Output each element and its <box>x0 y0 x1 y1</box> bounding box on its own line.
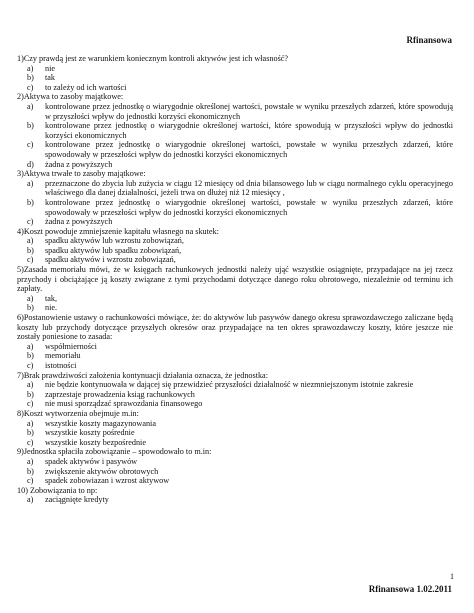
option-text: spadku aktywów lub spadku zobowiązań, <box>45 245 182 255</box>
option-label: c) <box>27 82 34 92</box>
answer-option <box>17 476 453 486</box>
answer-option <box>17 351 453 361</box>
option-text: to zależy od ich wartości <box>45 82 127 92</box>
option-label: a) <box>27 418 34 428</box>
option-text: nie <box>45 63 56 73</box>
option-label: c) <box>27 140 34 150</box>
answer-option <box>17 342 453 352</box>
option-text: spadku aktywów lub wzrostu zobowiązań, <box>45 236 184 246</box>
option-text: wszystkie koszty pośrednie <box>45 428 135 438</box>
answer-option <box>17 121 453 140</box>
option-text: wszystkie koszty magazynowania <box>45 418 156 428</box>
answer-option <box>17 255 453 265</box>
option-label: b) <box>27 466 34 476</box>
question-text: 6)Postanowienie ustawy o rachunkowości mówiące, że: do aktywów lub pasywów danego okresu sprawozdawczego zaliczane będą koszty lub przychody dotyczące przyszłych okresów oraz przypadające na ten okres sprawozdawczy koszty, które jeszcze nie zostały poniesione to zasada: <box>17 313 453 342</box>
answer-option <box>17 457 453 467</box>
answer-option <box>17 390 453 400</box>
option-text: nie musi sporządzać sprawozdania finansowego <box>45 399 203 409</box>
option-label: b) <box>27 73 34 83</box>
option-label: a) <box>27 178 34 188</box>
answer-option <box>17 303 453 313</box>
question-list <box>17 54 453 505</box>
option-label: c) <box>27 217 34 227</box>
option-text: współmierności <box>45 341 97 351</box>
answer-option <box>17 64 453 74</box>
question-text: 2)Aktywa to zasoby majątkowe: <box>17 92 124 102</box>
option-label: b) <box>27 303 34 313</box>
answer-option <box>17 428 453 438</box>
document-header-title: Rfinansowa <box>406 35 452 45</box>
option-label: b) <box>27 351 34 361</box>
option-label: c) <box>27 255 34 265</box>
answer-option <box>17 83 453 93</box>
footer-title: Rfinansowa 1.02.2011 <box>368 584 452 594</box>
answer-option <box>17 73 453 83</box>
option-label: a) <box>27 456 34 466</box>
question-text: 5)Zasada memoriału mówi, że w księgach rachunkowych jednostki należy ująć wszystkie osiągnięte, przypadające na jej rzecz przychody i obciążające ją koszty związane z tymi przychodami dotyczące danego roku obrotowego, niezależnie od terminu ich zapłaty. <box>17 265 453 294</box>
question-text: 7)Brak prawdziwości założenia kontynuacji działania oznacza, że jednostka: <box>17 370 268 380</box>
answer-option <box>17 467 453 477</box>
option-text: spadku aktywów i wzrostu zobowiązań, <box>45 255 176 265</box>
answer-option <box>17 217 453 227</box>
option-text: spadek aktywów i pasywów <box>45 456 138 466</box>
option-text: nie. <box>45 303 58 313</box>
option-text: zwiększenie aktywów obrotowych <box>45 466 159 476</box>
option-label: c) <box>27 437 34 447</box>
option-label: a) <box>27 380 34 390</box>
option-label: b) <box>27 389 34 399</box>
option-label: a) <box>27 236 34 246</box>
option-label: a) <box>27 63 34 73</box>
option-text: przeznaczone do zbycia lub zużycia w ciągu 12 miesięcy od dnia bilansowego lub w ciągu normalnego cyklu operacyjnego właściwego dla danej działalności, jeżeli trwa on dłużej niż 12 miesięcy , <box>45 178 453 198</box>
answer-option <box>17 246 453 256</box>
option-label: a) <box>27 495 34 505</box>
question-text: 9)Jednostka spłaciła zobowiązanie – spowodowało to m.in: <box>17 447 212 457</box>
answer-option <box>17 495 453 505</box>
answer-option <box>17 236 453 246</box>
answer-option <box>17 198 453 217</box>
answer-option <box>17 438 453 448</box>
option-text: kontrolowane przez jednostkę o wiarygodnie określonej wartości, powstałe w wyniku przeszłych zdarzeń, które spowodują w przyszłości wpływ do jednostki korzyści ekonomicznych <box>45 101 453 121</box>
answer-option <box>17 179 453 198</box>
answer-option <box>17 399 453 409</box>
option-label: a) <box>27 101 34 111</box>
option-label: d) <box>27 159 34 169</box>
answer-option <box>17 380 453 390</box>
question-text: 1)Czy prawdą jest ze warunkiem koniecznym kontroli aktywów jest ich własność? <box>17 54 289 63</box>
option-text: kontrolowane przez jednostkę o wiarygodnie określonej wartości, które spowodują w przyszłości wpływ do jednostki korzyści ekonomicznych <box>45 121 453 140</box>
option-label: c) <box>27 399 34 409</box>
option-text: zaciągnięte kredyty <box>45 495 109 505</box>
question-text: 8)Koszt wytworzenia obejmuje m.in: <box>17 408 139 418</box>
answer-option <box>17 160 453 170</box>
option-text: żadna z powyższych <box>45 159 113 169</box>
option-text: nie będzie kontynuowała w dającej się przewidzieć przyszłości działalność w niezmniejszonym istotnie zakresie <box>45 380 414 390</box>
option-text: memoriału <box>45 351 81 361</box>
option-text: istotności <box>45 361 77 370</box>
answer-option <box>17 294 453 304</box>
option-label: a) <box>27 293 34 303</box>
option-text: zaprzestaje prowadzenia ksiąg rachunkowych <box>45 389 195 399</box>
option-text: spadek zobowiazan i wzrost aktywow <box>45 476 170 486</box>
option-text: wszystkie koszty bezpośrednie <box>45 437 146 447</box>
option-label: c) <box>27 361 34 370</box>
question-text: 3)Aktywa trwałe to zasoby majątkowe: <box>17 169 146 179</box>
option-label: b) <box>27 428 34 438</box>
question-text: 4)Koszt powoduje zmniejszenie kapitału własnego na skutek: <box>17 226 219 236</box>
answer-option <box>17 361 453 371</box>
option-label: c) <box>27 476 34 486</box>
option-label: a) <box>27 341 34 351</box>
answer-option <box>17 102 453 121</box>
answer-option <box>17 140 453 159</box>
option-text: kontrolowane przez jednostkę o wiarygodnie określonej wartości, powstałe w wyniku przeszłych zdarzeń, które spowodowały w przeszłości wpływ do jednostki korzyści ekonomicznych <box>45 140 453 159</box>
option-text: tak, <box>45 293 58 303</box>
option-label: b) <box>27 197 34 207</box>
option-text: żadna z powyższych <box>45 217 113 227</box>
answer-option <box>17 419 453 429</box>
option-label: b) <box>27 245 34 255</box>
option-text: tak <box>45 73 56 83</box>
option-label: b) <box>27 121 34 131</box>
question-text: 10) Zobowiązania to np: <box>17 485 98 495</box>
option-text: kontrolowane przez jednostkę o wiarygodnie określonej wartości, powstałe w wyniku przeszłych zdarzeń, które spowodowały w przeszłości wpływ do jednostki korzyści ekonomicznych <box>45 197 453 217</box>
page-number: 1 <box>450 572 454 581</box>
